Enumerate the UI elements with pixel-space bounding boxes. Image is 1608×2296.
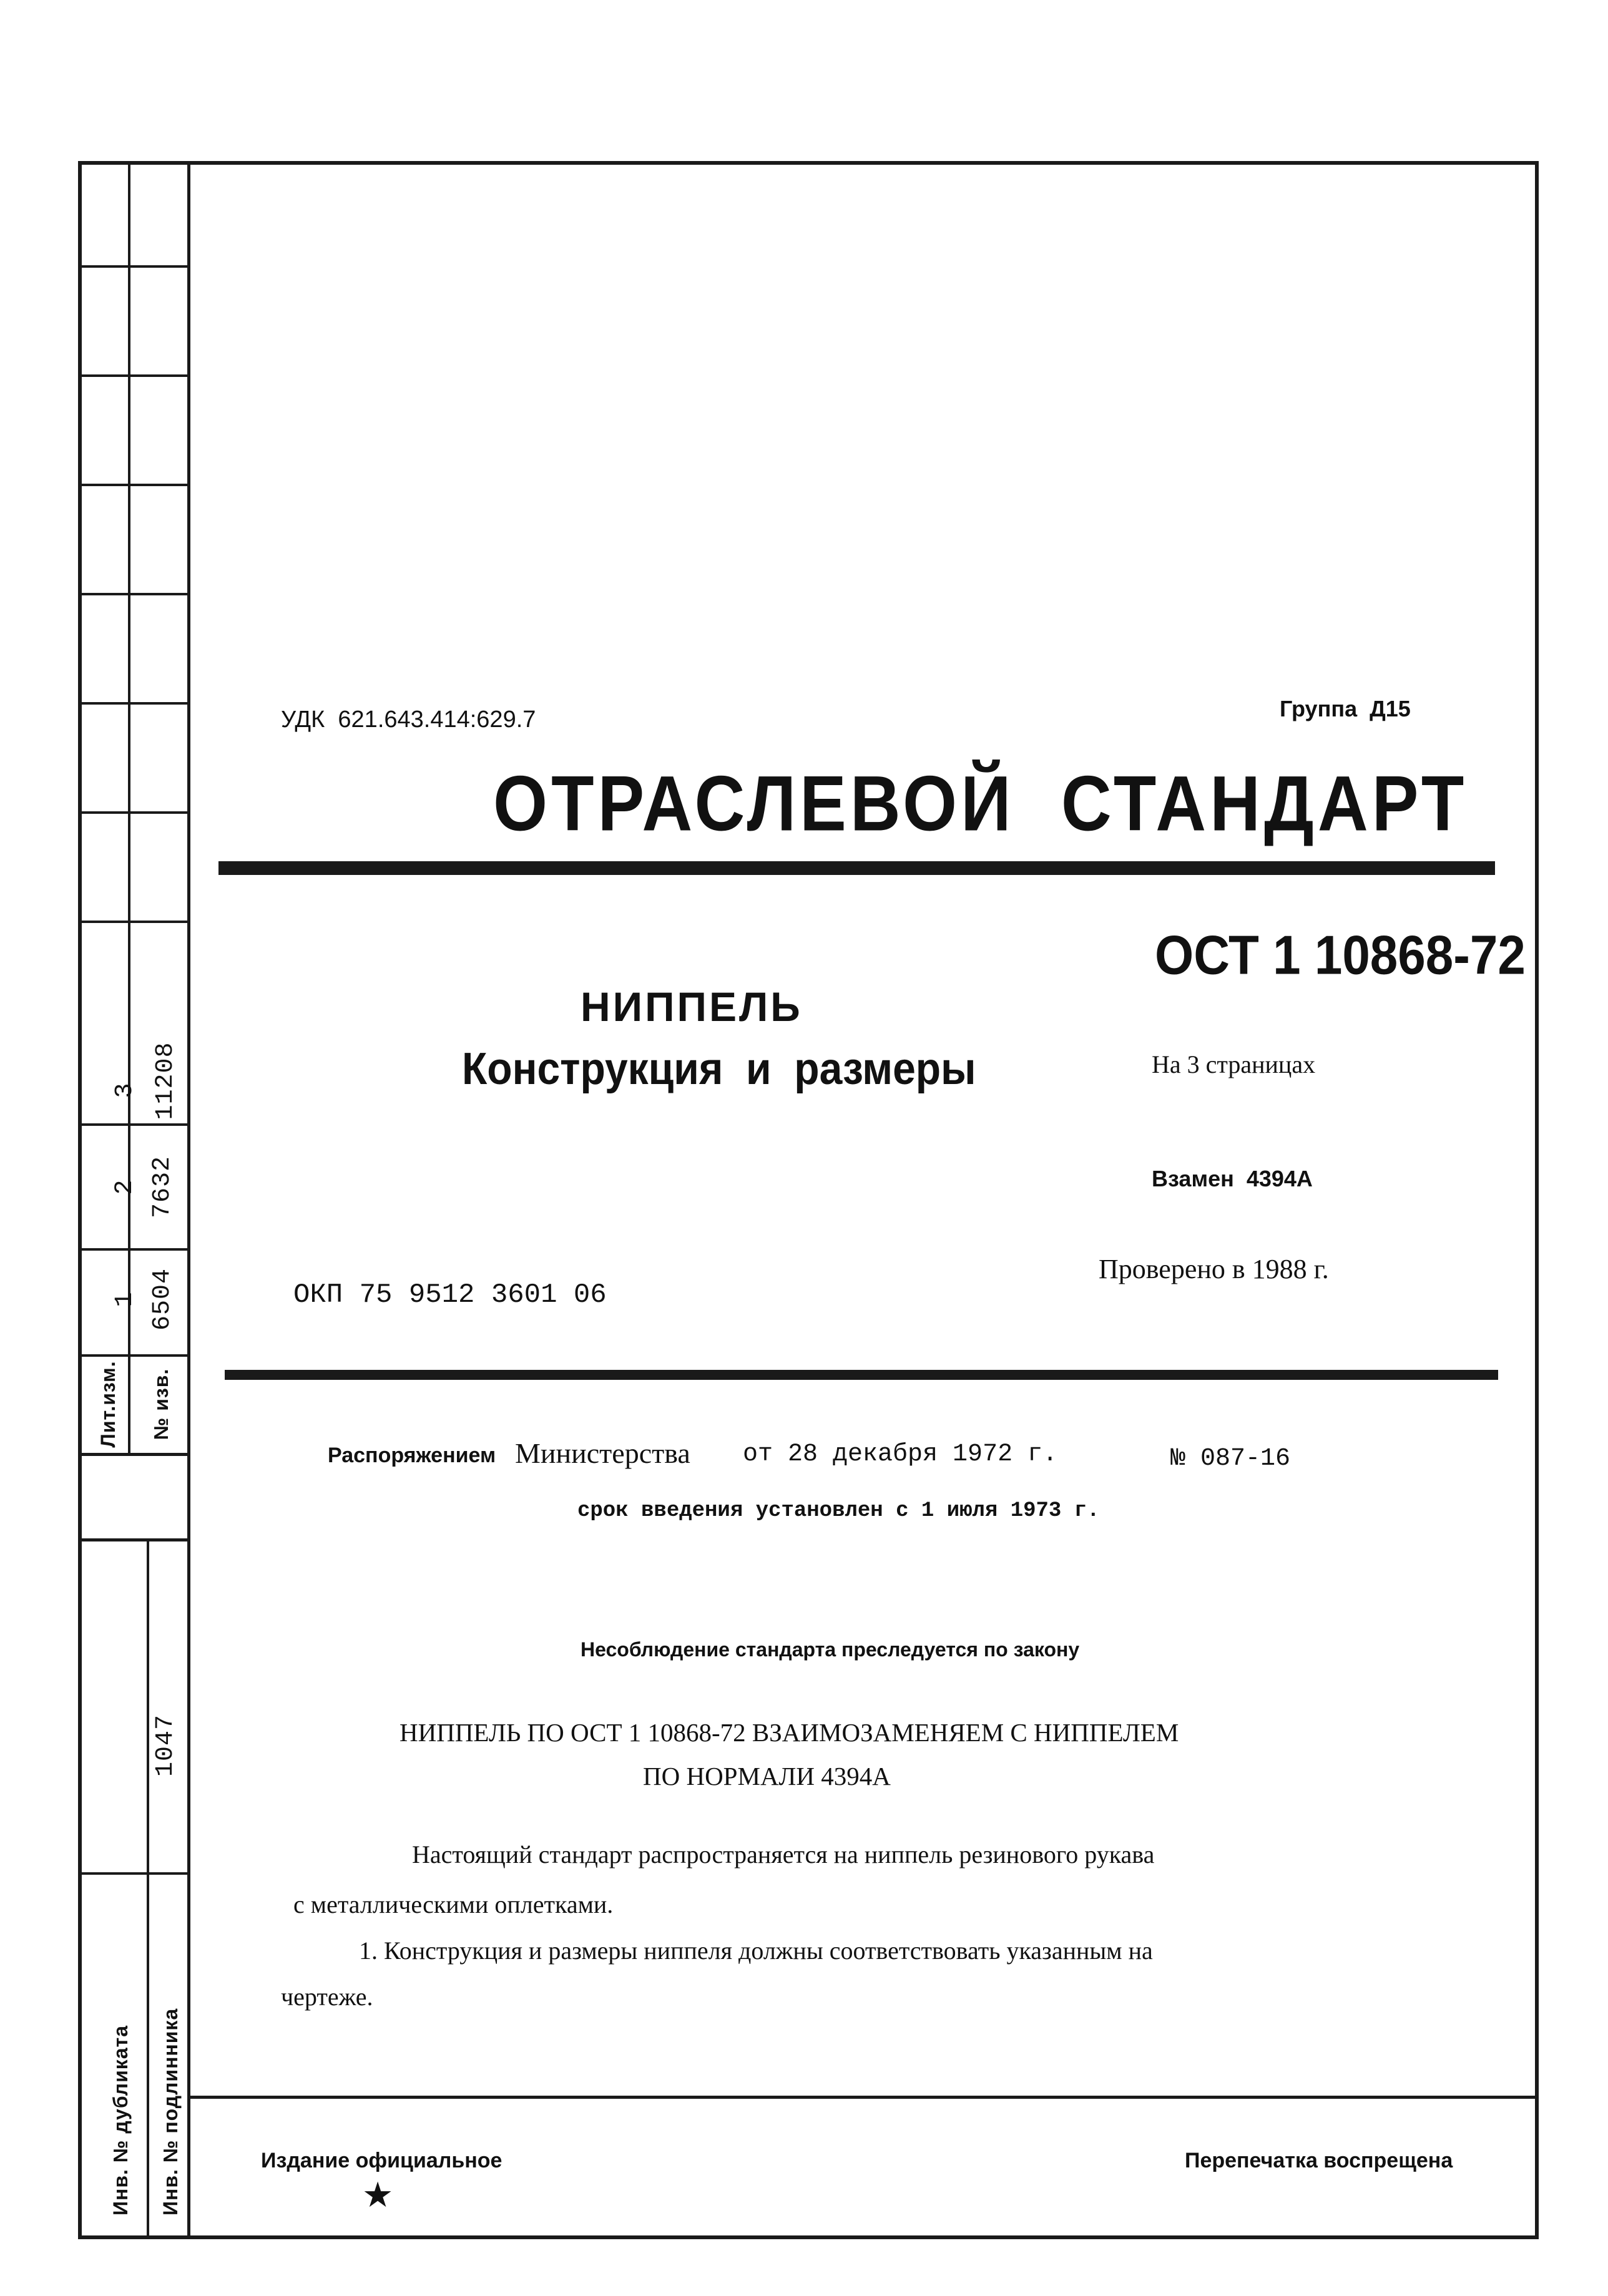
revision-notice-2: 7632: [149, 1156, 177, 1219]
lit-label: Лит.изм.: [97, 1361, 119, 1448]
okp-rule: [225, 1370, 1498, 1380]
page-count: На 3 страницах: [1152, 1050, 1316, 1078]
interchange-line-1: НИППЕЛЬ ПО ОСТ 1 10868-72 ВЗАИМОЗАМЕНЯЕМ С НИППЕЛЕМ: [400, 1718, 1179, 1747]
revision-lit-2: 2: [111, 1179, 139, 1195]
page-title: ОТРАСЛЕВОЙ СТАНДАРТ: [493, 760, 1468, 848]
reprint-notice: Перепечатка воспрещена: [1185, 2149, 1453, 2172]
sidebar-rule: [78, 265, 187, 268]
duplicate-inv-label: Инв. № дубликата: [109, 2025, 132, 2215]
order-ministry: Министерства: [515, 1437, 690, 1469]
replaces: Взамен 4394А: [1152, 1166, 1313, 1191]
original-inv-label: Инв. № подлинника: [159, 2008, 182, 2215]
official-edition: Издание официальное: [261, 2149, 502, 2172]
original-inv-value: 1047: [152, 1714, 180, 1777]
revision-lit-1: 1: [111, 1291, 139, 1307]
sidebar-rule: [78, 374, 187, 377]
sidebar-divider-lower: [147, 1538, 149, 2239]
order-date: от 28 декабря 1972 г.: [743, 1440, 1058, 1468]
sidebar-border: [187, 161, 190, 2239]
notice-label: № изв.: [150, 1368, 172, 1440]
para1-line-2: с металлическими оплетками.: [293, 1890, 614, 1918]
revision-notice-3: 11208: [152, 1042, 180, 1120]
order-effective-date: срок введения установлен с 1 июля 1973 г.: [577, 1499, 1100, 1523]
star-icon: ★: [362, 2176, 394, 2215]
revision-lit-3: 3: [111, 1082, 139, 1098]
okp-code: ОКП 75 9512 3601 06: [293, 1279, 607, 1311]
group: Группа Д15: [1280, 696, 1411, 721]
revision-notice-1: 6504: [149, 1268, 177, 1331]
footer-separator: [187, 2096, 1539, 2099]
sidebar-rule: [78, 702, 187, 705]
para2-line-2: чертеже.: [281, 1983, 373, 2011]
sidebar-rule: [78, 484, 187, 486]
sidebar-rule: [78, 921, 187, 923]
interchange-line-2: ПО НОРМАЛИ 4394А: [643, 1762, 891, 1790]
standard-name: НИППЕЛЬ: [581, 984, 803, 1030]
page-frame: [78, 161, 1539, 2239]
title-rule: [218, 861, 1495, 875]
order-prefix: Распоряжением: [328, 1444, 496, 1467]
sidebar-rule: [78, 1354, 187, 1357]
sidebar-rule: [78, 1872, 187, 1875]
sidebar-rule: [78, 811, 187, 814]
para1-line-1: Настоящий стандарт распространяется на ниппель резинового рукава: [412, 1840, 1155, 1869]
udk: УДК 621.643.414:629.7: [281, 706, 536, 733]
sidebar-rule: [78, 1538, 187, 1541]
sidebar-rule: [78, 1453, 187, 1456]
standard-number: ОСТ 1 10868-72: [1155, 924, 1526, 985]
sidebar-rule: [78, 593, 187, 595]
standard-subtitle: Конструкция и размеры: [462, 1043, 976, 1094]
sidebar-rule: [78, 1248, 187, 1251]
order-number: № 087-16: [1170, 1445, 1291, 1473]
para2-line-1: 1. Конструкция и размеры ниппеля должны соответствовать указанным на: [359, 1937, 1153, 1965]
sidebar-divider: [128, 161, 130, 1453]
warning-text: Несоблюдение стандарта преследуется по закону: [581, 1638, 1080, 1661]
checked-year: Проверено в 1988 г.: [1099, 1254, 1329, 1284]
